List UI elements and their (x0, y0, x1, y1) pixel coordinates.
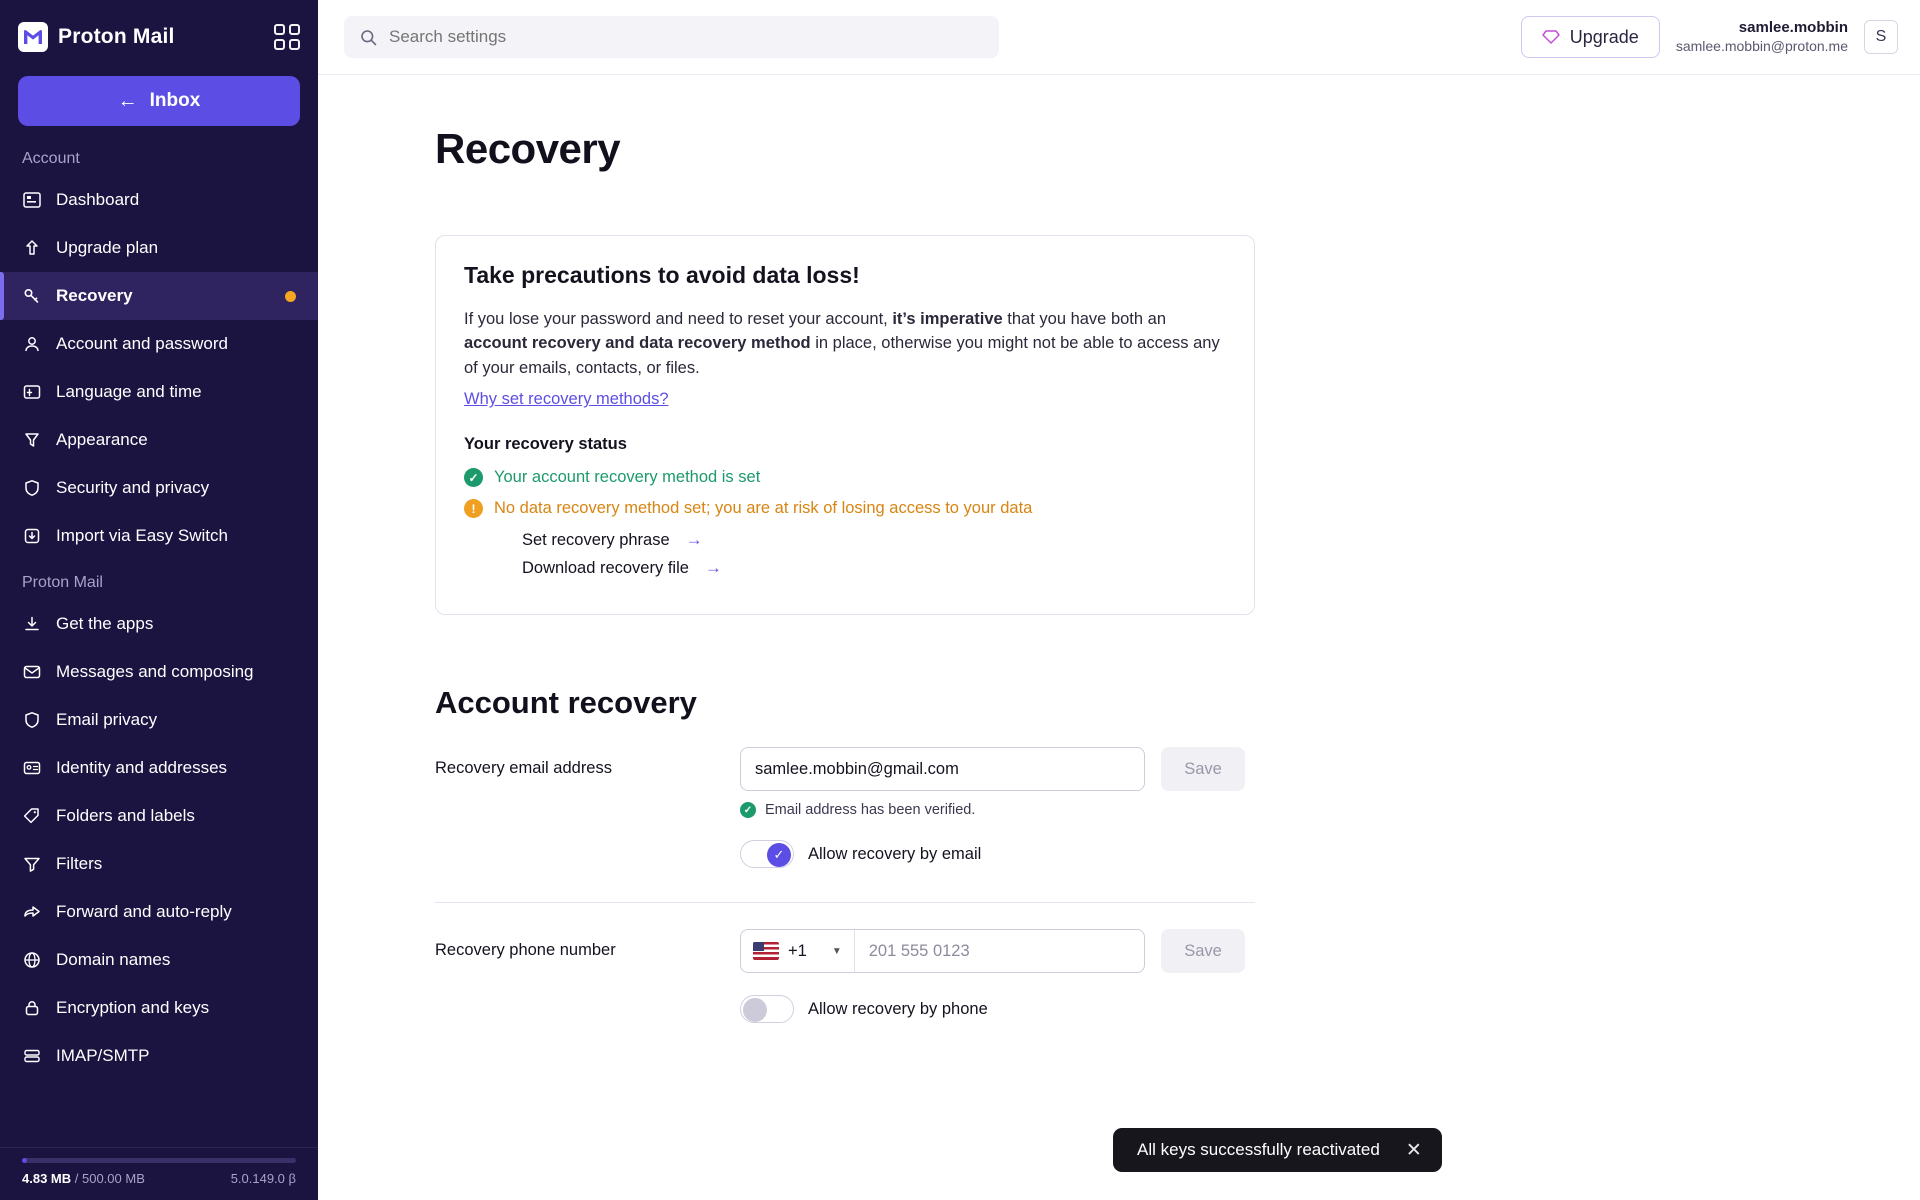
action-label: Set recovery phrase (522, 530, 670, 549)
allow-recovery-by-email-label: Allow recovery by email (808, 844, 982, 863)
sidebar-footer (0, 1147, 318, 1200)
divider (435, 902, 1255, 903)
search-box[interactable] (344, 16, 999, 58)
warning-circle-icon: ! (464, 499, 483, 518)
sidebar-item-label: Upgrade plan (56, 238, 159, 257)
sidebar-item-label: Get the apps (56, 614, 154, 633)
allow-recovery-by-email-row (740, 840, 1255, 868)
status-text: Your account recovery method is set (494, 468, 761, 487)
recovery-email-input[interactable] (740, 747, 1145, 791)
sidebar-item-forward-and-auto-reply[interactable] (0, 888, 318, 936)
upgrade-button[interactable] (1521, 16, 1660, 58)
search-input[interactable] (389, 27, 983, 47)
main-area (318, 0, 1920, 1200)
apps-grid-icon[interactable] (274, 24, 300, 50)
recovery-warning-card (435, 235, 1255, 615)
toast-message: All keys successfully reactivated (1137, 1140, 1380, 1159)
arrow-left-icon: ← (117, 90, 138, 112)
toast-notification (1113, 1128, 1442, 1172)
sidebar-item-get-the-apps[interactable] (0, 600, 318, 648)
sidebar-item-security-and-privacy[interactable] (0, 464, 318, 512)
user-info[interactable] (1676, 19, 1848, 55)
close-icon[interactable]: ✕ (1405, 1139, 1422, 1161)
status-no-data-recovery (464, 499, 1226, 518)
download-recovery-file-action[interactable] (464, 558, 1226, 578)
sidebar-item-appearance[interactable] (0, 416, 318, 464)
sidebar-item-label: Encryption and keys (56, 998, 210, 1017)
sidebar-item-account-and-password[interactable] (0, 320, 318, 368)
app-version: 5.0.149.0 β (230, 1171, 296, 1186)
check-circle-icon: ✓ (740, 802, 756, 818)
chevron-down-icon: ▼ (831, 945, 842, 957)
sidebar-item-upgrade-plan[interactable] (0, 224, 318, 272)
lock-icon (22, 998, 42, 1018)
country-code-select[interactable] (741, 930, 855, 972)
shield-icon (22, 710, 42, 730)
user-email: samlee.mobbin@proton.me (1675, 37, 1848, 54)
diamond-icon (1542, 28, 1560, 46)
topbar-right (1521, 16, 1898, 58)
sidebar-item-imap-smtp[interactable] (0, 1032, 318, 1080)
sidebar-item-identity-and-addresses[interactable] (0, 744, 318, 792)
us-flag-icon (753, 942, 779, 960)
dashboard-icon (22, 190, 42, 210)
download-icon (22, 614, 42, 634)
card-paragraph: If you lose your password and need to reset your account, it’s imperative that you have both an account recovery and data recovery method in place, otherwise you might not be able to access any of your emails, contacts, or files. (464, 310, 1220, 377)
brand-bar (0, 0, 318, 62)
storage-total: / 500.00 MB (74, 1171, 145, 1186)
storage-info (22, 1171, 296, 1186)
recovery-email-row (435, 747, 1255, 868)
sidebar-nav (0, 136, 318, 1147)
save-email-button[interactable]: Save (1161, 747, 1245, 791)
page-title: Recovery (435, 125, 621, 172)
sidebar-item-email-privacy[interactable] (0, 696, 318, 744)
status-badge (285, 291, 296, 302)
country-code-value: +1 (788, 941, 807, 960)
user-name: samlee.mobbin (1738, 18, 1848, 36)
id-card-icon (22, 758, 42, 778)
sidebar-item-label: Security and privacy (56, 478, 210, 497)
recovery-email-label: Recovery email address (435, 759, 612, 778)
server-icon (22, 1046, 42, 1066)
shield-icon (22, 478, 42, 498)
sidebar (0, 0, 318, 1200)
status-account-recovery-set (464, 468, 1226, 487)
verified-text: Email address has been verified. (765, 802, 976, 819)
upgrade-button-label: Upgrade (1569, 26, 1639, 47)
sidebar-item-label: Email privacy (56, 710, 158, 729)
key-icon (22, 286, 42, 306)
sidebar-item-dashboard[interactable] (0, 176, 318, 224)
settings-content (318, 75, 1920, 1200)
email-verified-note (740, 802, 1255, 818)
sidebar-item-encryption-and-keys[interactable] (0, 984, 318, 1032)
sidebar-section-proton-mail-label: Proton Mail (22, 574, 103, 591)
allow-recovery-by-email-toggle[interactable] (740, 840, 794, 868)
sidebar-item-label: Dashboard (56, 190, 140, 209)
storage-used: 4.83 MB (22, 1171, 72, 1186)
recovery-phone-row (435, 929, 1255, 1023)
sidebar-item-import-via-easy-switch[interactable] (0, 512, 318, 560)
allow-recovery-by-phone-label: Allow recovery by phone (808, 999, 988, 1018)
import-icon (22, 526, 42, 546)
inbox-button[interactable] (18, 76, 300, 126)
sidebar-item-label: Domain names (56, 950, 171, 969)
why-set-recovery-methods-link[interactable]: Why set recovery methods? (464, 390, 669, 409)
user-icon (22, 334, 42, 354)
sidebar-item-language-and-time[interactable] (0, 368, 318, 416)
recovery-phone-input-group (740, 929, 1145, 973)
toggle-knob: ✓ (767, 843, 791, 867)
allow-recovery-by-phone-row (740, 995, 1255, 1023)
sidebar-section-account-label: Account (22, 150, 80, 167)
arrow-right-icon: → (704, 558, 722, 578)
sidebar-item-label: Account and password (56, 334, 228, 353)
action-label: Download recovery file (522, 558, 689, 577)
allow-recovery-by-phone-toggle[interactable] (740, 995, 794, 1023)
brand-left[interactable] (18, 22, 175, 52)
tag-icon (22, 806, 42, 826)
brand-name: Proton Mail (58, 25, 175, 48)
avatar[interactable] (1864, 20, 1898, 54)
status-text: No data recovery method set; you are at risk of losing access to your data (494, 499, 1033, 518)
arrow-right-icon: → (685, 530, 703, 550)
appearance-icon (22, 430, 42, 450)
proton-mail-logo-icon (18, 22, 48, 52)
sidebar-item-recovery[interactable] (0, 272, 318, 320)
sidebar-item-label: Recovery (56, 286, 133, 305)
sidebar-item-label: Identity and addresses (56, 758, 228, 777)
forward-icon (22, 902, 42, 922)
sidebar-item-label: Filters (56, 854, 103, 873)
sidebar-item-folders-and-labels[interactable] (0, 792, 318, 840)
recovery-phone-input[interactable] (855, 942, 1144, 961)
inbox-button-label: Inbox (149, 90, 201, 111)
sidebar-item-label: Language and time (56, 382, 202, 401)
toggle-knob (743, 998, 767, 1022)
set-recovery-phrase-action[interactable] (464, 530, 1226, 550)
language-icon (22, 382, 42, 402)
avatar-initial: S (1875, 28, 1887, 45)
globe-icon (22, 950, 42, 970)
check-circle-icon: ✓ (464, 468, 483, 487)
search-icon (360, 29, 377, 46)
sidebar-item-label: Import via Easy Switch (56, 526, 228, 545)
recovery-status-title: Your recovery status (464, 435, 627, 454)
topbar (318, 0, 1920, 75)
recovery-phone-label: Recovery phone number (435, 941, 616, 960)
save-phone-button[interactable]: Save (1161, 929, 1245, 973)
sidebar-item-messages-and-composing[interactable] (0, 648, 318, 696)
envelope-icon (22, 662, 42, 682)
sidebar-item-domain-names[interactable] (0, 936, 318, 984)
account-recovery-title: Account recovery (435, 685, 697, 721)
sidebar-item-label: Folders and labels (56, 806, 195, 825)
filter-icon (22, 854, 42, 874)
sidebar-item-label: Appearance (56, 430, 148, 449)
upgrade-icon (22, 238, 42, 258)
card-heading: Take precautions to avoid data loss! (464, 262, 860, 288)
storage-bar (22, 1158, 296, 1163)
sidebar-item-filters[interactable] (0, 840, 318, 888)
sidebar-item-label: Messages and composing (56, 662, 254, 681)
sidebar-item-label: Forward and auto-reply (56, 902, 232, 921)
sidebar-item-label: IMAP/SMTP (56, 1046, 150, 1065)
